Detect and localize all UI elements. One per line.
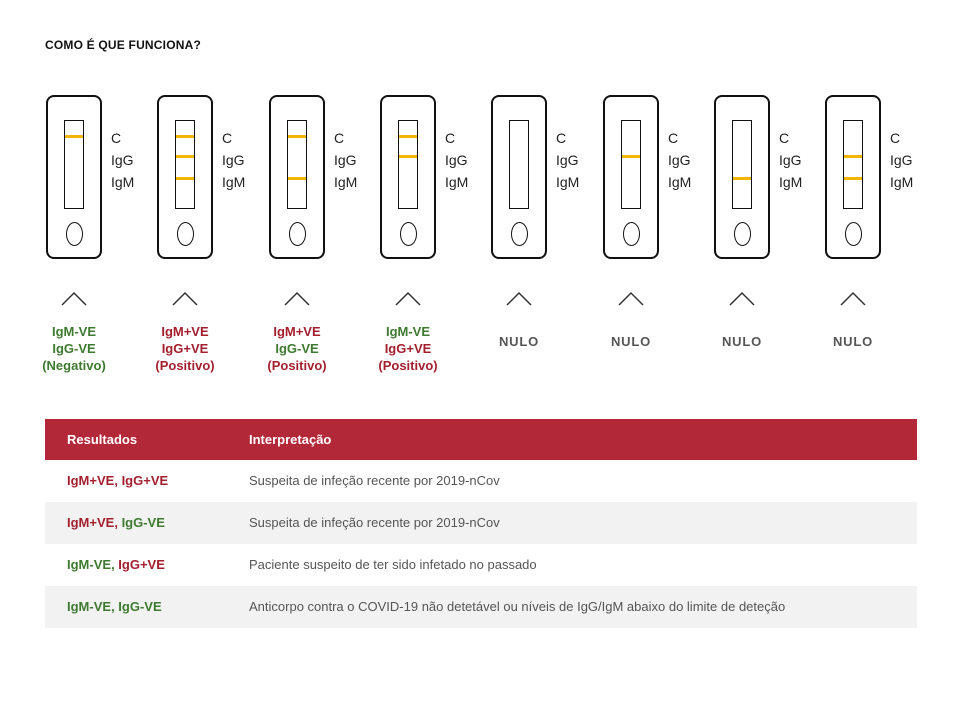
result-window [509,120,529,209]
caret-up-icon [171,289,199,307]
strip-label: IgM [445,174,469,190]
result-label [135,323,235,374]
test-cassette [269,95,325,259]
band-c [176,135,194,138]
band-c [399,135,417,138]
result-cell: IgM+VE, IgG+VE [67,473,169,488]
strip-label: IgG [556,152,579,168]
strip-label: IgM [779,174,803,190]
test-cassette [714,95,770,259]
table-row [45,586,917,628]
sample-well [66,222,83,246]
strip-labels [334,127,374,193]
result-cell: IgM-VE, IgG-VE [67,599,162,614]
result-line: NULO [721,334,763,349]
header-interpretation: Interpretação [249,432,332,447]
caret-up-icon [839,289,867,307]
strip-labels [222,127,262,193]
strip-label: C [222,130,233,146]
igm-result: IgM-VE [67,557,112,572]
result-line: IgM-VE [51,324,97,339]
interpretation-cell: Anticorpo contra o COVID-19 não detetável ou níveis de IgG/IgM abaixo do limite de deteção [249,599,786,614]
result-window [732,120,752,209]
strip-labels [111,127,151,193]
igg-result: IgG-VE [121,515,165,530]
igg-result: IgG+VE [121,473,169,488]
band-igg [399,155,417,158]
band-igm [844,177,862,180]
table-header [45,419,917,460]
result-label [692,333,792,350]
band-igg [844,155,862,158]
result-line: IgG+VE [384,341,432,356]
result-line: IgG+VE [161,341,209,356]
strip-labels [890,127,930,193]
header-results: Resultados [67,432,138,447]
strip-label: C [556,130,567,146]
result-line: IgM+VE [273,324,321,339]
igg-result: IgG-VE [118,599,162,614]
strip-label: IgG [668,152,691,168]
sample-well [511,222,528,246]
table-row [45,502,917,544]
interpretation-cell: Paciente suspeito de ter sido infetado no passado [249,557,537,572]
strip-label: IgG [111,152,134,168]
result-line: (Positivo) [155,358,215,373]
result-line: NULO [498,334,540,349]
igm-result: IgM-VE [67,599,112,614]
sample-well [177,222,194,246]
sample-well [623,222,640,246]
result-label [581,333,681,350]
caret-up-icon [283,289,311,307]
caret-up-icon [617,289,645,307]
caret-up-icon [728,289,756,307]
result-window [175,120,195,209]
test-cassette [46,95,102,259]
result-label [469,333,569,350]
strip-label: IgG [334,152,357,168]
result-label [247,323,347,374]
test-cassette [157,95,213,259]
test-cassette [380,95,436,259]
strip-label: IgG [445,152,468,168]
result-line: IgM+VE [161,324,209,339]
result-line: IgG-VE [275,341,319,356]
result-label [803,333,903,350]
sample-well [734,222,751,246]
result-window [843,120,863,209]
strip-label: IgG [222,152,245,168]
table-row [45,460,917,502]
strip-labels [779,127,819,193]
interpretation-cell: Suspeita de infeção recente por 2019-nCov [249,473,500,488]
strip-label: IgG [779,152,802,168]
caret-up-icon [394,289,422,307]
result-cell: IgM-VE, IgG+VE [67,557,165,572]
result-label [358,323,458,374]
strip-label: IgM [556,174,580,190]
strip-label: C [890,130,901,146]
caret-up-icon [60,289,88,307]
page-title: COMO É QUE FUNCIONA? [45,38,201,52]
test-cassette [603,95,659,259]
strip-label: C [779,130,790,146]
band-c [288,135,306,138]
igg-result: IgG+VE [118,557,165,572]
band-igm [733,177,751,180]
sample-well [400,222,417,246]
strip-label: C [668,130,679,146]
band-igm [176,177,194,180]
result-window [64,120,84,209]
strip-label: C [334,130,345,146]
igm-result: IgM+VE [67,515,115,530]
result-cell: IgM+VE, IgG-VE [67,515,165,530]
strip-labels [445,127,485,193]
strip-labels [556,127,596,193]
result-line: (Negativo) [42,358,106,373]
sample-well [845,222,862,246]
strip-label: IgM [111,174,135,190]
strip-labels [668,127,708,193]
result-window [621,120,641,209]
result-window [287,120,307,209]
strip-label: IgM [334,174,358,190]
results-table [45,419,917,628]
band-c [65,135,83,138]
strip-label: C [445,130,456,146]
table-body [45,460,917,628]
strip-label: IgM [668,174,692,190]
result-line: NULO [610,334,652,349]
result-line: IgM-VE [385,324,431,339]
strip-label: IgM [222,174,246,190]
table-row [45,544,917,586]
band-igm [288,177,306,180]
strip-label: IgG [890,152,913,168]
strip-label: C [111,130,122,146]
caret-up-icon [505,289,533,307]
result-window [398,120,418,209]
igm-result: IgM+VE [67,473,115,488]
result-line: (Positivo) [378,358,438,373]
band-igg [176,155,194,158]
sample-well [289,222,306,246]
test-cassette [825,95,881,259]
strip-label: IgM [890,174,914,190]
result-line: (Positivo) [267,358,327,373]
result-label [24,323,124,374]
result-line: IgG-VE [52,341,96,356]
interpretation-cell: Suspeita de infeção recente por 2019-nCov [249,515,500,530]
result-line: NULO [832,334,874,349]
band-igg [622,155,640,158]
test-cassette [491,95,547,259]
